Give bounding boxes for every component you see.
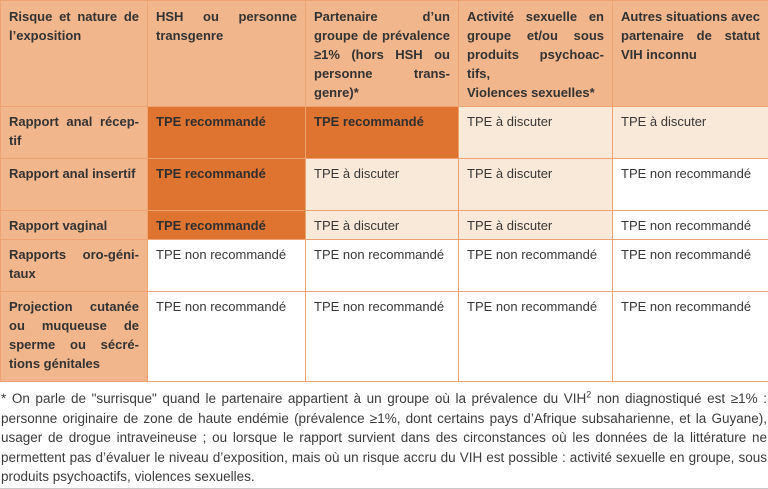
table-row-rapport-anal-receptif xyxy=(1,107,768,159)
footnote xyxy=(1,389,767,487)
table-cell: TPE non recommandé xyxy=(613,159,768,211)
header-activite-groupe xyxy=(459,1,613,107)
header-risk-nature: Risque et nature de l’exposition xyxy=(1,1,148,107)
table-row-rapport-anal-insertif xyxy=(1,159,768,211)
row-label: Projection cutanée ou muqueuse de sperme ou sécrétions génitales xyxy=(1,292,148,382)
table-cell: TPE recommandé xyxy=(148,107,306,159)
table-cell: TPE recommandé xyxy=(148,159,306,211)
footnote-text-before-sup: * On parle de "surrisque" quand le partenaire appartient à un groupe où la prévalence du VIH xyxy=(1,391,587,406)
table-row-projection-cutanee xyxy=(1,292,768,382)
row-label: Rapport anal réceptif xyxy=(1,107,148,159)
header-activite-groupe-line1: Activité sexuelle en groupe et/ou sous produits psychoactifs, xyxy=(467,9,604,81)
table-cell: TPE à discuter xyxy=(459,107,613,159)
table-row-rapports-oro-genitaux xyxy=(1,240,768,292)
row-label: Rapport vaginal xyxy=(1,211,148,240)
header-hsh-transgenre: HSH ou personne transgenre xyxy=(148,1,306,107)
table-row-rapport-vaginal xyxy=(1,211,768,240)
table-cell: TPE non recommandé xyxy=(613,292,768,382)
table-cell: TPE à discuter xyxy=(459,159,613,211)
table-cell: TPE non recommandé xyxy=(459,240,613,292)
table-header-row xyxy=(1,1,768,107)
table-cell: TPE non recommandé xyxy=(148,292,306,382)
header-violences-sexuelles: Violences sexuelles* xyxy=(467,85,595,100)
table-cell: TPE à discuter xyxy=(613,107,768,159)
footnote-text-after-sup: non diagnostiqué est ≥1% : personne originaire de zone de haute endémie (prévalence ≥1%, dont certains pays d’Afrique subsaharienne, et la Guyane), usager de drogue intraveineuse ; ou lorsque le rapport survient dans des circonstances où les données de la littérature ne permettent pas d’évaluer le niveau d’exposition, mais où un risque accru du VIH est possible : activité sexuelle en groupe, sous produits psychoactifs, violences sexuelles. xyxy=(1,391,767,484)
row-label: Rapport anal insertif xyxy=(1,159,148,211)
table-cell: TPE non recommandé xyxy=(613,211,768,240)
table-cell: TPE à discuter xyxy=(306,211,459,240)
table-cell: TPE recommandé xyxy=(306,107,459,159)
row-label: Rapports oro-génitaux xyxy=(1,240,148,292)
table-cell: TPE non recommandé xyxy=(306,292,459,382)
footnote-superscript: 2 xyxy=(586,389,592,400)
table-cell: TPE non recommandé xyxy=(306,240,459,292)
table-cell: TPE à discuter xyxy=(459,211,613,240)
table-cell: TPE non recommandé xyxy=(459,292,613,382)
table-cell: TPE à discuter xyxy=(306,159,459,211)
header-partenaire-prevalence: Partenaire d’un groupe de prévalence ≥1% (hors HSH ou personne transgenre)* xyxy=(306,1,459,107)
table-cell: TPE non recommandé xyxy=(148,240,306,292)
table-cell: TPE recommandé xyxy=(148,211,306,240)
table-cell: TPE non recommandé xyxy=(613,240,768,292)
header-autres-situations: Autres situations avec partenaire de statut VIH inconnu xyxy=(613,1,768,107)
